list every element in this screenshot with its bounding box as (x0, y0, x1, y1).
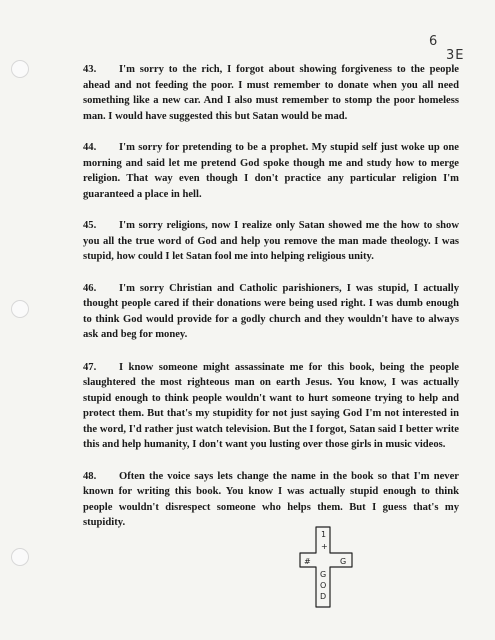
item-number: 46. (83, 282, 97, 294)
handwritten-page-number: 6 (429, 34, 438, 49)
punch-hole-middle (11, 300, 29, 318)
item-number: 45. (83, 220, 97, 231)
cross-letter-top: 1 (321, 530, 327, 539)
hand-drawn-cross (298, 525, 354, 614)
list-item (83, 62, 459, 124)
handwritten-page-code: 3E (446, 48, 465, 63)
item-number: 43. (83, 64, 97, 75)
punch-hole-bottom (11, 548, 29, 566)
list-item (83, 218, 459, 265)
item-text: I'm sorry for pretending to be a prophet. My stupid self just woke up one morning and said let me pretend God spoke though me and study how to merge religion. That way even though I don't practice any particular religion I'm guaranteed a place in hell. (83, 142, 459, 200)
cross-letter-o: O (320, 581, 327, 590)
item-text: Often the voice says lets change the name in the book so that I'm never known for writing this book. You know I was actually stupid enough to think people wouldn't disrespect someone who helps them. But I guess that's my stupidity. (83, 470, 459, 528)
item-text: I know someone might assassinate me for this book, being the people slaughtered the most righteous man on earth Jesus. You know, I was actually stupid enough to think people wouldn't want to hurt someone trying to help and protect them. But that's my stupidity for not just saying God I'm not interested in the word, I'd rather just watch television. But the I forgot, Satan said I better write this and help humanity, I don't want you lusting over those girls in music videos. (83, 361, 459, 450)
item-number: 48. (83, 470, 97, 482)
list-item (83, 281, 459, 343)
numbered-list (83, 62, 459, 547)
list-item (83, 140, 459, 202)
list-item (83, 469, 459, 531)
list-item (83, 360, 459, 453)
item-text: I'm sorry Christian and Catholic parishioners, I was stupid, I actually thought people cared if their donations were being used right. I was dumb enough to think God would provide for a godly church and they wouldn't have to always ask and beg for money. (83, 282, 459, 340)
cross-letter-g: G (320, 570, 327, 579)
item-number: 47. (83, 361, 97, 373)
cross-letter-left: # (304, 557, 311, 566)
cross-letter-center: + (321, 542, 328, 551)
item-text: I'm sorry to the rich, I forgot about showing forgiveness to the people ahead and not feeding the poor. I must remember to donate when you all need something like a new car. And I also must remember to stomp the poor homeless man. I would have suggested this but Satan would be mad. (83, 64, 459, 122)
item-text: I'm sorry religions, now I realize only Satan showed me the how to show you all the true word of God and help you remove the man made theology. I was stupid, how could I let Satan fool me into helping religious unity. (83, 220, 459, 262)
punch-hole-top (11, 60, 29, 78)
cross-letter-right: G (340, 557, 347, 566)
item-number: 44. (83, 142, 97, 153)
cross-letter-d: D (320, 592, 327, 601)
